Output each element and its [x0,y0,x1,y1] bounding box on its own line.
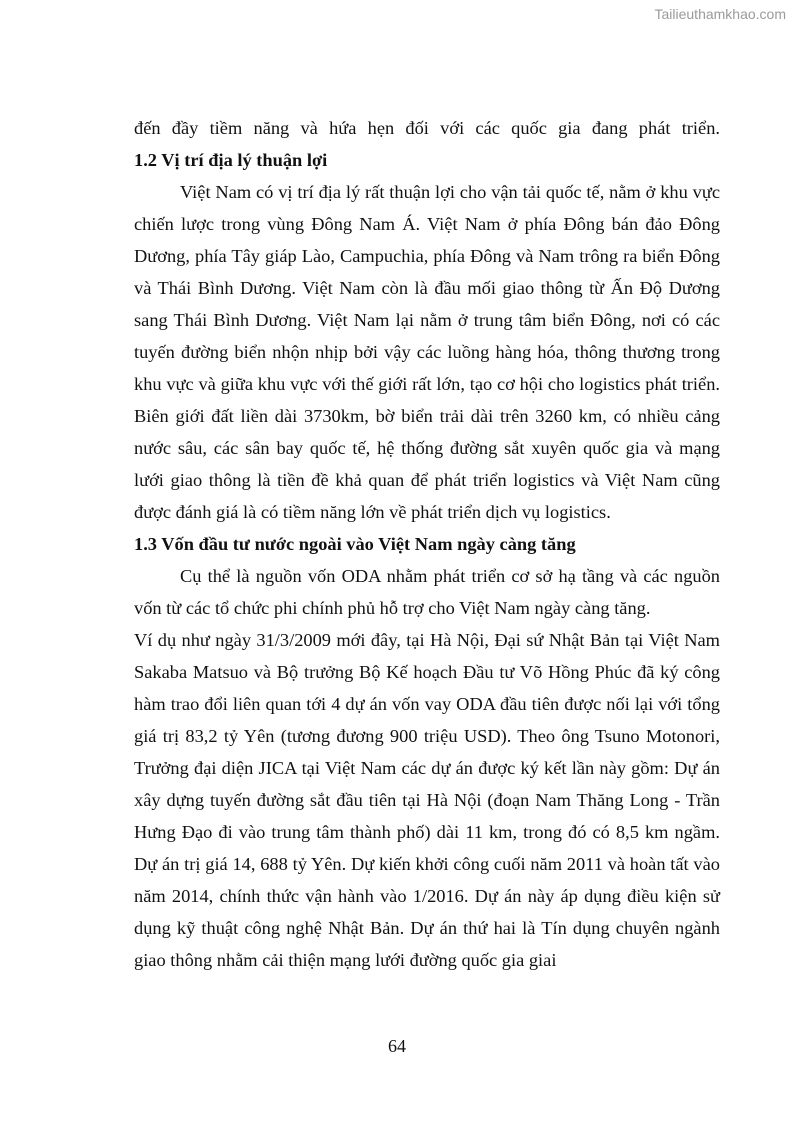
paragraph-continuation: đến đầy tiềm năng và hứa hẹn đối với các quốc gia đang phát triển. [134,118,720,138]
paragraph-example: Ví dụ như ngày 31/3/2009 mới đây, tại Hà Nội, Đại sứ Nhật Bản tại Việt Nam Sakaba Matsuo và Bộ trưởng Bộ Kế hoạch Đầu tư Võ Hồng Phúc đã ký công hàm trao đổi liên quan tới 4 dự án vốn vay ODA đầu tiên được nối lại với tổng giá trị 83,2 tỷ Yên (tương đương 900 triệu USD). Theo ông Tsuno Motonori, Trưởng đại diện JICA tại Việt Nam các dự án được ký kết lần này gồm: Dự án xây dựng tuyến đường sắt đầu tiên tại Hà Nội (đoạn Nam Thăng Long - Trần Hưng Đạo đi vào trung tâm thành phố) dài 11 km, trong đó có 8,5 km ngầm. Dự án trị giá 14, 688 tỷ Yên. Dự kiến khởi công cuối năm 2011 và hoàn tất vào năm 2014, chính thức vận hành vào 1/2016. Dự án này áp dụng điều kiện sử dụng kỹ thuật công nghệ Nhật Bản. Dự án thứ hai là Tín dụng chuyên ngành giao thông nhằm cải thiện mạng lưới đường quốc gia giai [134,630,720,970]
watermark-text: Tailieuthamkhao.com [654,6,786,22]
paragraph-geography: Việt Nam có vị trí địa lý rất thuận lợi cho vận tải quốc tế, nằm ở khu vực chiến lược trong vùng Đông Nam Á. Việt Nam ở phía Đông bán đảo Đông Dương, phía Tây giáp Lào, Campuchia, phía Đông và Nam trông ra biển Đông và Thái Bình Dương. Việt Nam còn là đầu mối giao thông từ Ấn Độ Dương sang Thái Bình Dương. Việt Nam lại nằm ở trung tâm biển Đông, nơi có các tuyến đường biển nhộn nhịp bởi vậy các luồng hàng hóa, thông thương trong khu vực và giữa khu vực với thế giới rất lớn, tạo cơ hội cho logistics phát triển. Biên giới đất liền dài 3730km, bờ biển trải dài trên 3260 km, có nhiều cảng nước sâu, các sân bay quốc tế, hệ thống đường sắt xuyên quốc gia và mạng lưới giao thông là tiền đề khả quan để phát triển logistics và Việt Nam cũng được đánh giá là có tiềm năng lớn về phát triển dịch vụ logistics. [134,182,720,522]
section-heading-1-3: 1.3 Vốn đầu tư nước ngoài vào Việt Nam ngày càng tăng [134,534,576,554]
paragraph-oda: Cụ thể là nguồn vốn ODA nhằm phát triển cơ sở hạ tầng và các nguồn vốn từ các tổ chức phi chính phủ hỗ trợ cho Việt Nam ngày càng tăng. [134,566,720,618]
section-heading-1-2: 1.2 Vị trí địa lý thuận lợi [134,150,328,170]
page-number: 64 [388,1036,406,1056]
page-body [134,112,720,976]
